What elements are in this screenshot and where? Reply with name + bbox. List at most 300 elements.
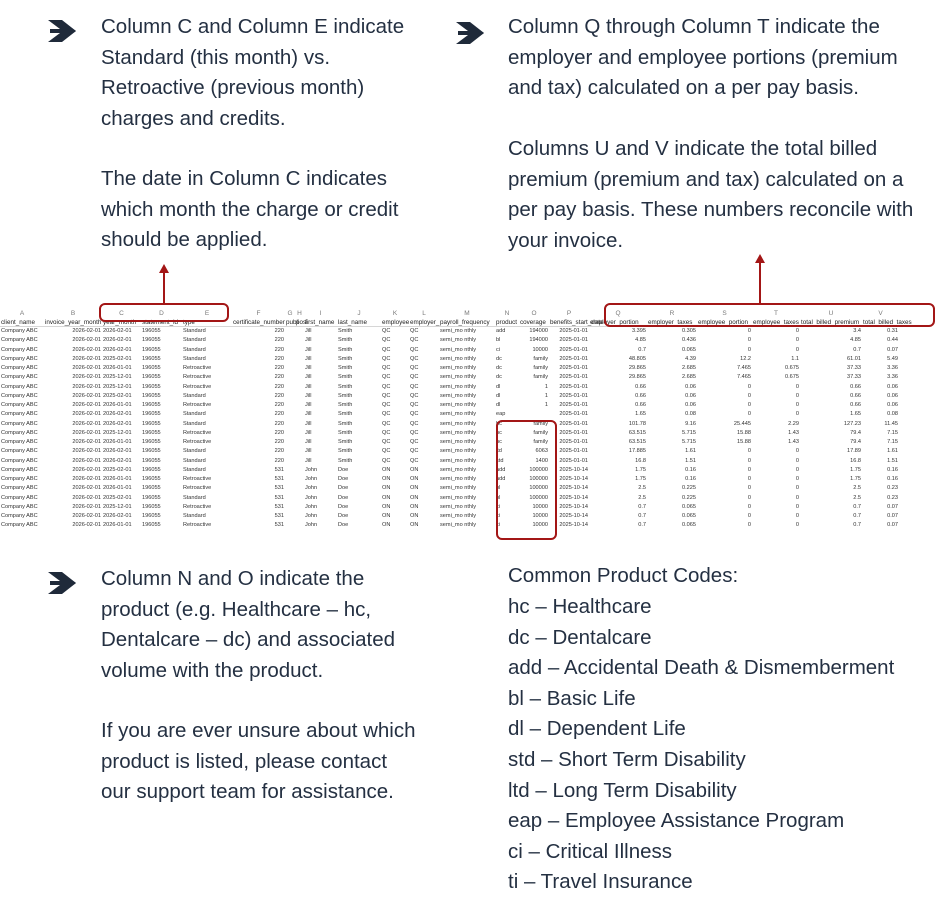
column-header: publi (286, 319, 300, 326)
table-cell: Company ABC (1, 355, 38, 362)
table-row (0, 457, 933, 466)
table-cell (295, 346, 304, 355)
table-cell: ON (410, 513, 419, 519)
table-cell: Company ABC (1, 346, 38, 353)
table-cell: dc (496, 374, 502, 381)
table-cell: Smith (338, 328, 353, 334)
table-cell: 2026-02-01 (103, 337, 132, 344)
column-header: invoice_year_month (45, 319, 102, 326)
table-cell: 220 (274, 448, 284, 455)
table-cell: 0.065 (682, 503, 696, 510)
table-cell: semi_mo nthly (440, 328, 477, 334)
table-cell: ON (382, 494, 391, 501)
column-letter: I (319, 310, 322, 317)
table-cell: ON (410, 522, 419, 529)
table-cell: 2026-02-01 (72, 392, 101, 399)
table-cell: 220 (274, 383, 284, 390)
table-cell: 0.08 (685, 411, 696, 418)
table-cell: 531 (274, 494, 284, 501)
table-cell: 1.75 (635, 476, 646, 482)
table-cell: semi_mo nthly (440, 392, 477, 399)
table-cell: 17.89 (847, 448, 861, 455)
table-cell: 196055 (142, 429, 161, 436)
table-cell: Doe (338, 513, 349, 519)
table-cell: QC (410, 402, 419, 408)
table-cell (285, 392, 295, 401)
table-cell: 7.15 (887, 439, 898, 445)
table-cell: 0.66 (850, 392, 861, 399)
table-cell: 0.44 (887, 337, 898, 344)
table-cell (285, 503, 295, 512)
table-cell: 196055 (142, 466, 161, 473)
column-header: year_month (102, 318, 141, 327)
column-letter: L (422, 310, 426, 317)
table-cell: 2025-10-14 (559, 503, 588, 510)
table-cell: 0.66 (635, 392, 646, 399)
table-cell: 2025-10-14 (559, 522, 588, 529)
table-cell: 2026-02-01 (72, 365, 101, 371)
table-cell: 1.75 (635, 466, 646, 473)
table-cell: 531 (274, 513, 284, 519)
table-cell: Jill (305, 439, 312, 445)
table-cell: 0 (747, 466, 751, 473)
pointer-line-c-e (163, 272, 165, 304)
table-cell: 16.8 (850, 457, 861, 464)
table-cell: 0.225 (682, 494, 696, 501)
table-cell (285, 327, 295, 336)
table-cell: Doe (338, 522, 349, 529)
table-cell: Doe (338, 485, 349, 492)
table-cell: 2026-02-01 (72, 337, 101, 344)
table-cell: semi_mo nthly (440, 374, 477, 381)
highlight-columns-q-v (604, 303, 935, 327)
table-cell: 2025-12-01 (103, 383, 132, 390)
column-header: total_billed_taxes (863, 319, 912, 326)
table-cell: QC (382, 383, 391, 390)
table-cell: semi_mo nthly (440, 411, 477, 418)
table-cell: 194000 (529, 328, 548, 334)
table-cell: 0.7 (853, 346, 861, 353)
table-cell (285, 484, 295, 493)
data-rows (0, 327, 933, 531)
table-cell: 0.675 (785, 374, 799, 381)
table-cell: 220 (274, 355, 284, 362)
table-cell: ON (410, 485, 419, 492)
table-cell: 0 (795, 476, 799, 482)
table-cell: 0 (795, 392, 799, 399)
table-cell: Retroactive (183, 365, 212, 371)
table-cell: 196055 (142, 365, 161, 371)
table-cell: QC (410, 346, 419, 353)
table-cell: bl (496, 494, 501, 501)
column-header: first_name (304, 318, 337, 327)
table-cell: ON (410, 466, 419, 473)
table-cell: 37.33 (847, 374, 861, 381)
table-cell: 29.865 (628, 374, 646, 381)
table-cell: 220 (274, 457, 284, 464)
table-cell: 220 (274, 346, 284, 353)
table-cell: semi_mo nthly (440, 448, 477, 455)
table-cell: 11.45 (884, 420, 898, 427)
table-cell (285, 420, 295, 429)
table-cell: 100000 (529, 485, 548, 492)
table-cell: 196055 (142, 457, 161, 464)
table-cell: ci (496, 522, 501, 529)
table-cell: Company ABC (1, 485, 38, 492)
table-cell (285, 447, 295, 456)
table-cell: 12.2 (740, 355, 751, 362)
table-cell: Retroactive (183, 383, 212, 390)
table-cell: 220 (274, 337, 284, 344)
table-cell: 2026-02-01 (103, 328, 132, 334)
table-cell: 6063 (535, 448, 548, 455)
table-cell: QC (410, 383, 419, 390)
table-cell: 2.29 (788, 420, 799, 427)
table-cell (295, 355, 304, 364)
table-cell: 0.7 (853, 503, 861, 510)
table-cell: 61.01 (847, 355, 861, 362)
table-cell: semi_mo nthly (440, 346, 477, 353)
table-cell: QC (382, 346, 391, 353)
table-cell: 196055 (142, 346, 161, 353)
table-cell (295, 373, 304, 382)
table-row (0, 364, 933, 373)
table-cell: dc (496, 365, 502, 371)
table-cell: Smith (338, 392, 353, 399)
table-cell: ON (410, 494, 419, 501)
column-header: certificate_number (233, 319, 285, 326)
table-cell: 2026-02-01 (103, 346, 132, 353)
table-cell: 2026-01-01 (103, 476, 132, 482)
table-cell: 2025-01-01 (559, 337, 588, 344)
table-cell: 2026-02-01 (72, 383, 101, 390)
table-cell: semi_mo nthly (440, 365, 477, 371)
table-cell: Standard (183, 328, 206, 334)
table-cell: 2025-12-01 (103, 429, 132, 436)
table-cell: 0.16 (685, 466, 696, 473)
table-cell: 0.7 (638, 503, 646, 510)
highlight-columns-n-o (496, 420, 557, 540)
table-cell: QC (382, 457, 391, 464)
table-cell: 196055 (142, 513, 161, 519)
table-cell: semi_mo nthly (440, 457, 477, 464)
table-cell: QC (382, 374, 391, 381)
column-letter: T (774, 310, 778, 317)
column-letter: K (392, 310, 398, 317)
column-letter: S (722, 310, 727, 317)
table-cell: 37.33 (847, 365, 861, 371)
table-cell: 25.445 (733, 420, 751, 427)
table-cell: 2025-01-01 (559, 457, 588, 464)
table-cell: 0.16 (887, 466, 898, 473)
column-letter: M (464, 310, 470, 317)
table-cell: ON (382, 466, 391, 473)
table-cell: dl (496, 402, 501, 408)
table-cell: family (533, 439, 548, 445)
table-cell (295, 447, 304, 456)
table-cell: hc (496, 420, 502, 427)
table-cell: ci (496, 346, 501, 353)
table-cell: semi_mo nthly (440, 476, 477, 482)
table-cell: QC (410, 374, 419, 381)
pointer-line-q-v (759, 262, 761, 304)
table-cell: 220 (274, 439, 284, 445)
table-cell (285, 466, 295, 475)
pointer-arrowhead-c-e (159, 264, 169, 273)
table-cell: 0 (747, 485, 751, 492)
table-cell: 0 (795, 346, 799, 353)
table-cell: 0 (747, 402, 751, 408)
table-cell: family (533, 355, 548, 362)
table-cell: Smith (338, 420, 353, 427)
table-cell: 2.685 (682, 374, 696, 381)
table-cell: 0 (795, 457, 799, 464)
table-cell (285, 346, 295, 355)
table-cell: 0 (747, 328, 751, 334)
table-cell: 16.8 (635, 457, 646, 464)
table-cell: John (305, 494, 318, 501)
table-cell: 1.75 (850, 476, 861, 482)
table-cell: Standard (183, 346, 206, 353)
table-cell (295, 457, 304, 466)
table-cell: ltd (496, 448, 502, 455)
table-cell (285, 521, 295, 530)
column-header: employer_portion (589, 318, 647, 327)
table-cell: Standard (183, 513, 206, 519)
table-cell: 0 (795, 402, 799, 408)
table-cell: 101.78 (628, 420, 646, 427)
table-cell: 5.715 (682, 429, 696, 436)
table-cell: 2025-02-01 (103, 466, 132, 473)
table-cell: 220 (274, 374, 284, 381)
table-cell: 2026-02-01 (72, 355, 101, 362)
table-cell: 2026-01-01 (103, 439, 132, 445)
table-cell: 3.395 (632, 328, 646, 334)
column-header: type (182, 318, 232, 327)
table-cell: 1.65 (635, 411, 646, 418)
table-cell: Company ABC (1, 374, 38, 381)
table-cell: QC (382, 420, 391, 427)
table-cell: 196055 (142, 383, 161, 390)
column-letter: R (669, 310, 675, 317)
support-contact-note: If you are ever unsure about which product is listed, please contact our support team for assistance. (101, 719, 416, 803)
table-cell: 2026-02-01 (72, 448, 101, 455)
table-cell: semi_mo nthly (440, 439, 477, 445)
table-cell: QC (410, 420, 419, 427)
table-cell (295, 410, 304, 419)
table-cell: ON (410, 503, 419, 510)
table-cell: 100000 (529, 476, 548, 482)
table-cell: 2.5 (638, 494, 646, 501)
table-row (0, 521, 933, 530)
table-cell: 0.06 (887, 383, 898, 390)
table-cell: Retroactive (183, 374, 212, 381)
column-letter: C (119, 310, 124, 317)
table-cell (285, 355, 295, 364)
table-cell: 2026-02-01 (72, 429, 101, 436)
table-cell: Standard (183, 448, 206, 455)
table-cell: Jill (305, 346, 312, 353)
table-cell: 0.16 (887, 476, 898, 482)
table-cell (295, 475, 304, 484)
table-cell: 0 (747, 476, 751, 482)
table-cell: 2026-02-01 (72, 328, 101, 334)
table-row (0, 484, 933, 493)
table-cell: 531 (274, 522, 284, 529)
table-cell: 2025-10-14 (559, 513, 588, 519)
table-cell: 10000 (532, 503, 548, 510)
table-row (0, 410, 933, 419)
table-cell: 2025-02-01 (103, 494, 132, 501)
table-cell: 2026-02-01 (72, 346, 101, 353)
table-cell: semi_mo nthly (440, 355, 477, 362)
table-cell: 220 (274, 402, 284, 408)
column-letter: P (566, 310, 572, 317)
table-cell: Company ABC (1, 392, 38, 399)
table-cell: Company ABC (1, 429, 38, 436)
table-cell: Company ABC (1, 402, 38, 408)
table-row (0, 392, 933, 401)
table-cell: 3.36 (887, 374, 898, 381)
column-letter: O (531, 310, 537, 317)
table-cell: 2026-02-01 (103, 457, 132, 464)
table-cell: Company ABC (1, 411, 38, 418)
table-cell: 196055 (142, 337, 161, 344)
table-cell: semi_mo nthly (440, 337, 477, 344)
table-cell: 0.06 (685, 392, 696, 399)
table-cell: 1.51 (887, 457, 898, 464)
table-cell: 0 (795, 466, 799, 473)
table-cell: 0 (747, 448, 751, 455)
table-cell: 0 (747, 503, 751, 510)
table-cell: 2026-02-01 (103, 411, 132, 418)
table-cell: 0.675 (785, 365, 799, 371)
table-cell: Smith (338, 383, 353, 390)
table-cell: 0 (795, 411, 799, 418)
column-letter: F (256, 310, 261, 317)
table-cell: 0 (795, 513, 799, 519)
table-cell: 2026-01-01 (103, 365, 132, 371)
table-cell: semi_mo nthly (440, 513, 477, 519)
table-row (0, 327, 933, 336)
table-cell (295, 364, 304, 373)
table-cell: QC (410, 457, 419, 464)
table-cell: Retroactive (183, 503, 212, 510)
table-cell: 5.49 (887, 355, 898, 362)
table-cell: hc (496, 439, 502, 445)
table-cell: 2025-01-01 (559, 346, 588, 353)
column-n-o-explanation: Column N and O indicate the product (e.g. Healthcare – hc, Dentalcare – dc) and associated volume with the product. (101, 567, 396, 682)
column-letter: A (19, 310, 25, 317)
table-cell: 0.065 (682, 513, 696, 519)
table-cell: 0.23 (887, 494, 898, 501)
double-chevron-arrow-icon (46, 568, 80, 598)
product-code-item: ci – Critical Illness (508, 839, 673, 863)
product-code-item: ltd – Long Term Disability (508, 778, 737, 802)
product-codes-title: Common Product Codes: (508, 564, 739, 587)
table-cell: 4.85 (850, 337, 861, 344)
table-cell: 0 (747, 337, 751, 344)
table-cell: 2025-02-01 (103, 392, 132, 399)
table-cell: Jill (305, 402, 312, 408)
table-cell: 0.07 (887, 346, 898, 353)
table-cell: 2026-01-01 (103, 522, 132, 529)
table-cell: John (305, 522, 318, 529)
table-cell (285, 383, 295, 392)
table-cell: 2025-01-01 (559, 383, 588, 390)
table-row (0, 503, 933, 512)
table-cell: 1.75 (850, 466, 861, 473)
table-cell: John (305, 476, 318, 482)
table-cell: Smith (338, 439, 353, 445)
table-cell: Standard (183, 411, 206, 418)
table-cell: 5.715 (682, 439, 696, 445)
column-letter: B (70, 310, 76, 317)
table-cell: 0 (747, 411, 751, 418)
table-cell: 2026-02-01 (72, 374, 101, 381)
table-cell: 0 (747, 457, 751, 464)
table-cell: 2026-02-01 (72, 476, 101, 482)
table-row (0, 401, 933, 410)
table-cell: 0 (747, 383, 751, 390)
table-cell (285, 494, 295, 503)
table-cell: Standard (183, 392, 206, 399)
table-cell: Retroactive (183, 522, 212, 529)
product-code-item: ti – Travel Insurance (508, 870, 693, 894)
table-cell: Doe (338, 494, 349, 501)
table-cell: 7.15 (887, 429, 898, 436)
table-cell: Retroactive (183, 476, 212, 482)
table-cell: 2026-02-01 (72, 513, 101, 519)
table-cell: Standard (183, 337, 206, 344)
table-cell: ON (382, 513, 391, 519)
table-cell: QC (410, 337, 419, 344)
table-cell: 531 (274, 485, 284, 492)
table-cell: 1.1 (791, 355, 799, 362)
table-cell: 100000 (529, 466, 548, 473)
table-cell: 48.805 (628, 355, 646, 362)
column-c-date-explanation: The date in Column C indicates which month the charge or credit should be applied. (101, 167, 399, 251)
table-cell: 2026-02-01 (72, 503, 101, 510)
table-cell: family (533, 374, 548, 381)
table-cell: semi_mo nthly (440, 402, 477, 408)
table-cell: 1.61 (887, 448, 898, 455)
table-cell: 0 (747, 522, 751, 529)
table-cell: 2026-02-01 (72, 494, 101, 501)
column-u-v-explanation: Columns U and V indicate the total billed premium (premium and tax) calculated on a per pay basis. These numbers reconcile with your invoice. (508, 137, 914, 252)
table-cell: Jill (305, 383, 312, 390)
double-chevron-arrow-icon (454, 18, 488, 48)
table-cell: QC (410, 328, 419, 334)
column-letter: N (504, 310, 510, 317)
table-cell: Smith (338, 402, 353, 408)
product-code-item: bl – Basic Life (508, 686, 636, 710)
table-cell: 0 (747, 346, 751, 353)
table-cell: ON (382, 522, 391, 529)
column-header: employee_portion (697, 318, 752, 327)
table-cell: 15.88 (737, 439, 751, 445)
column-q-t-explanation: Column Q through Column T indicate the employer and employee portions (premium and tax) calculated on a per pay basis. (508, 15, 898, 99)
column-header: employer_taxes (647, 318, 697, 327)
table-cell: 0.06 (685, 383, 696, 390)
table-cell: 2025-12-01 (103, 374, 132, 381)
table-row (0, 447, 933, 456)
table-cell: ON (382, 503, 391, 510)
table-cell: 0.305 (682, 328, 696, 334)
table-cell: 63.515 (628, 439, 646, 445)
table-cell: Retroactive (183, 402, 212, 408)
table-cell: semi_mo nthly (440, 503, 477, 510)
